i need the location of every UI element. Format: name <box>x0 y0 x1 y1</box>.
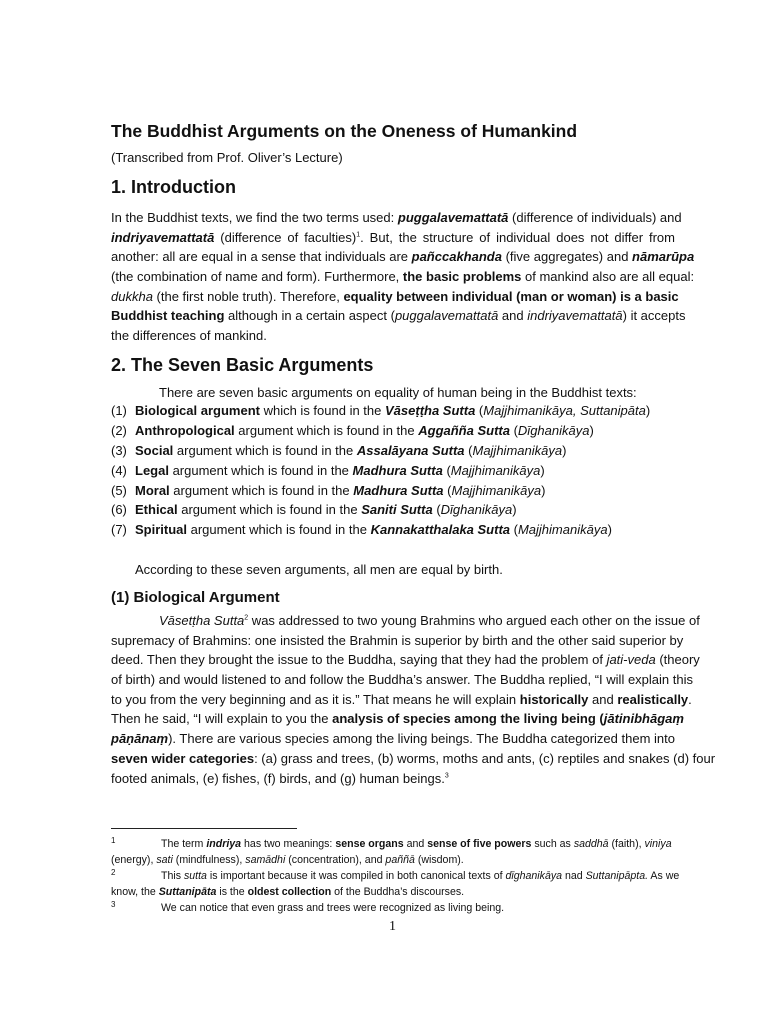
page-number: 1 <box>389 919 396 934</box>
argument-item: (6) Ethical argument which is found in the Saniti Sutta (Dīghanikāya) <box>111 502 517 518</box>
bio-line: Vāsetṭha Sutta$^2$ was addressed to two young Brahmins who argued each other on the issue of <box>159 613 700 628</box>
argument-item: (5) Moral argument which is found in the Madhura Sutta (Majjhimanikāya) <box>111 482 546 498</box>
argument-item: (2) Anthropological argument which is found in the Aggañña Sutta (Dīghanikāya) <box>111 422 594 438</box>
intro-line: another: all are equal in a sense that individuals are pañccakhanda (five aggregates) and nāmarūpa <box>111 249 695 265</box>
bio-line: deed. Then they brought the issue to the Buddha, saying that they had the problem of jati-veda (theory <box>111 652 700 668</box>
intro-line: Buddhist teaching although in a certain aspect (puggalavemattatā and indriyavemattatā) it accepts <box>111 308 686 324</box>
document-title: The Buddhist Arguments on the Oneness of Humankind <box>111 121 578 141</box>
bio-line: of birth) and would listened to and follow the Buddha’s answer. The Buddha replied, “I will explain this <box>111 672 693 688</box>
bio-line: to you from the very beginning and as it is.” That means he will explain historically and realistically. <box>111 691 692 707</box>
intro-line: indriyavemattatā (difference of faculties)$^1$. But, the structure of individual does not differ from <box>111 229 675 245</box>
argument-item: (4) Legal argument which is found in the Madhura Sutta (Majjhimanikāya) <box>111 462 545 478</box>
footnote-ref-1[interactable]: 1 <box>356 231 361 239</box>
intro-line: dukkha (the first noble truth). Therefore, equality between individual (man or woman) is a basic <box>111 288 679 304</box>
arguments-list <box>111 403 675 542</box>
bio-line: supremacy of Brahmins: one insisted the Brahmin is superior by birth and the other said superior by <box>111 632 684 648</box>
argument-item: (3) Social argument which is found in the Assalāyana Sutta (Majjhimanikāya) <box>111 442 567 458</box>
subsection-heading-biological: (1) Biological Argument <box>111 589 280 606</box>
section-heading-introduction: 1. Introduction <box>111 177 236 197</box>
intro-line: the differences of mankind. <box>111 328 267 344</box>
biological-paragraph <box>111 611 716 788</box>
intro-line: In the Buddhist texts, we find the two terms used: puggalavemattatā (difference of individuals) and <box>111 210 682 225</box>
bio-line: seven wider categories: (a) grass and trees, (b) worms, moths and ants, (c) reptiles and snakes (d) four <box>111 750 716 766</box>
footnote-3: 3 We can notice that even grass and trees were recognized as living being. <box>111 900 505 914</box>
introduction-paragraph <box>111 208 695 346</box>
bio-line: footed animals, (e) fishes, (f) birds, and (g) human beings.$^3$ <box>111 770 449 786</box>
arguments-conclusion: According to these seven arguments, all men are equal by birth. <box>135 562 503 577</box>
footnote-ref-2[interactable]: 2 <box>244 614 249 622</box>
document-subtitle: (Transcribed from Prof. Oliver’s Lecture) <box>111 150 343 165</box>
argument-item: (1) Biological argument which is found in the Vāseṭṭha Sutta (Majjhimanikāya, Suttanipāta) <box>111 403 651 418</box>
footnote-separator <box>111 828 297 829</box>
footnote-1: 1 The term indriya has two meanings: sense organs and sense of five powers such as saddhā (faith), viniya (energy), sati (mindfulness), samādhi (concentration), and paññā (wisdom). <box>111 836 672 866</box>
footnote-2: 2 This sutta is important because it was compiled in both canonical texts of dīghanikāya nad Suttanipāpta. As we know, the Suttanipāta is the oldest collection of the Buddha’s discourses. <box>111 868 680 898</box>
bio-line: Then he said, “I will explain to you the analysis of species among the living being (jātinibhāgaṃ <box>111 711 684 727</box>
argument-item: (7) Spiritual argument which is found in the Kannakatthalaka Sutta (Majjhimanikāya) <box>111 522 612 538</box>
footnote-ref-3[interactable]: 3 <box>444 772 449 780</box>
arguments-intro: There are seven basic arguments on equality of human being in the Buddhist texts: <box>159 385 637 400</box>
intro-line: (the combination of name and form). Furthermore, the basic problems of mankind also are all equal: <box>111 269 695 285</box>
section-heading-seven-arguments: 2. The Seven Basic Arguments <box>111 355 374 375</box>
bio-line: pāṇānaṃ). There are various species among the living beings. The Buddha categorized them into <box>111 731 675 747</box>
